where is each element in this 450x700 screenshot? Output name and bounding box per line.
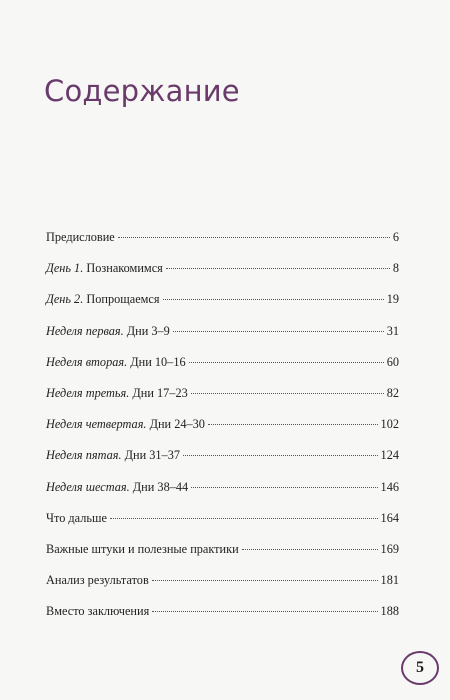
- toc-page-number: 60: [386, 354, 399, 369]
- toc-dot-leader: [242, 549, 378, 550]
- toc-entry: [46, 602, 399, 633]
- toc-page-number: 124: [380, 448, 399, 463]
- toc-entry: [46, 322, 399, 353]
- toc-entry-text: Дни 24–30: [146, 417, 205, 432]
- page-title: Содержание: [44, 74, 240, 108]
- toc-entry-text: Дни 17–23: [129, 385, 188, 400]
- page-number-badge: 5: [401, 651, 439, 685]
- toc-entry-italic: Неделя вторая.: [46, 354, 128, 369]
- toc-dot-leader: [173, 331, 384, 332]
- table-of-contents: [46, 228, 399, 633]
- toc-entry-label: [46, 540, 239, 558]
- toc-entry-italic: Неделя третья.: [46, 385, 130, 400]
- toc-entry-text: Предисловие: [46, 230, 115, 244]
- toc-dot-leader: [110, 518, 378, 519]
- toc-entry: [46, 478, 399, 509]
- toc-entry: [46, 446, 399, 477]
- toc-page-number: 31: [386, 323, 399, 338]
- toc-entry-text: Важные штуки и полезные практики: [46, 541, 239, 556]
- toc-entry: [46, 509, 399, 540]
- toc-entry-italic: Неделя первая.: [46, 323, 124, 338]
- toc-entry-text: Дни 3–9: [123, 323, 170, 338]
- toc-entry-label: [46, 602, 149, 620]
- toc-page-number: 8: [392, 261, 399, 276]
- toc-dot-leader: [163, 299, 384, 300]
- toc-entry-italic: Неделя четвертая.: [46, 417, 147, 432]
- toc-dot-leader: [183, 455, 378, 456]
- toc-page-number: 82: [386, 385, 399, 400]
- toc-entry-label: [46, 509, 107, 527]
- toc-page-number: 102: [380, 417, 399, 432]
- toc-entry-label: [46, 322, 170, 340]
- toc-entry-text: Что дальше: [46, 510, 107, 525]
- toc-entry-label: [46, 290, 160, 308]
- toc-entry-italic: День 1.: [46, 261, 84, 276]
- toc-entry: [46, 415, 399, 446]
- toc-entry: [46, 571, 399, 602]
- toc-page-number: 19: [386, 292, 399, 307]
- toc-entry-text: Познакомимся: [83, 261, 163, 276]
- toc-entry-text: Дни 31–37: [121, 448, 180, 463]
- toc-page-number: 188: [380, 604, 399, 619]
- toc-entry: [46, 353, 399, 384]
- toc-entry-label: [46, 384, 188, 402]
- toc-dot-leader: [152, 611, 377, 612]
- toc-page-number: 6: [392, 230, 399, 244]
- toc-dot-leader: [189, 362, 384, 363]
- toc-page-number: 181: [380, 573, 399, 588]
- toc-entry-italic: Неделя шестая.: [46, 479, 130, 494]
- toc-entry: [46, 384, 399, 415]
- toc-entry-text: Вместо заключения: [46, 604, 150, 619]
- toc-entry-label: [46, 571, 149, 589]
- toc-entry-label: [46, 415, 205, 433]
- toc-entry-label: [46, 446, 180, 464]
- toc-entry: [46, 259, 399, 290]
- toc-dot-leader: [191, 393, 384, 394]
- toc-entry-label: [46, 478, 188, 496]
- toc-entry: [46, 290, 399, 321]
- toc-dot-leader: [118, 237, 390, 238]
- toc-entry-text: Дни 10–16: [127, 354, 186, 369]
- toc-entry-label: [46, 259, 163, 277]
- toc-entry-label: [46, 228, 115, 246]
- toc-entry-text: Дни 38–44: [129, 479, 189, 494]
- toc-entry-label: [46, 353, 186, 371]
- toc-entry-text: Анализ результатов: [46, 573, 149, 588]
- toc-page-number: 146: [380, 479, 399, 494]
- toc-dot-leader: [166, 268, 390, 269]
- toc-dot-leader: [208, 424, 378, 425]
- toc-page-number: 164: [380, 510, 399, 525]
- toc-dot-leader: [191, 487, 377, 488]
- toc-entry: [46, 540, 399, 571]
- toc-entry: [46, 228, 399, 259]
- toc-page-number: 169: [380, 541, 399, 556]
- toc-dot-leader: [152, 580, 378, 581]
- toc-entry-italic: Неделя пятая.: [46, 448, 122, 463]
- toc-entry-italic: День 2.: [46, 292, 84, 307]
- toc-entry-text: Попрощаемся: [83, 292, 160, 307]
